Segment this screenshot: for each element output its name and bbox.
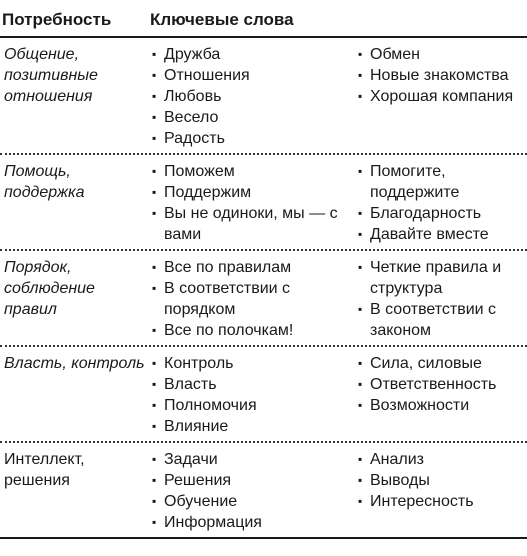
bullet-icon: ▪: [358, 356, 363, 370]
keywords-column-1: [150, 257, 356, 341]
keywords-column-1: [150, 353, 356, 437]
bullet-icon: ▪: [358, 164, 363, 178]
list-item: ▪ Весело: [152, 109, 219, 126]
header-keywords: Ключевые слова: [150, 10, 294, 29]
bullet-icon: ▪: [358, 47, 363, 61]
bullet-icon: ▪: [358, 494, 363, 508]
need-cell: Власть, контроль: [4, 355, 145, 372]
list-item: ▪ Решения: [152, 472, 232, 489]
keywords-column-1: [150, 449, 356, 533]
bullet-icon: ▪: [152, 68, 157, 82]
list-item: ▪ Обучение: [152, 493, 238, 510]
keywords-column-2: [356, 44, 527, 149]
bullet-icon: ▪: [152, 110, 157, 124]
bullet-icon: ▪: [152, 515, 157, 529]
bullet-icon: ▪: [358, 89, 363, 103]
list-item: ▪ Новые знакомства: [358, 67, 509, 84]
table-row: [0, 251, 527, 347]
list-item: ▪ Помогите, поддержите: [358, 163, 460, 201]
list-item: ▪ Полномочия: [152, 397, 257, 414]
need-cell: Интеллект, решения: [4, 451, 85, 489]
bullet-icon: ▪: [152, 452, 157, 466]
bullet-icon: ▪: [358, 452, 363, 466]
list-item: ▪ В соответствии с порядком: [152, 280, 291, 318]
bullet-icon: ▪: [358, 377, 363, 391]
bullet-icon: ▪: [358, 302, 363, 316]
list-item: ▪ Контроль: [152, 355, 234, 372]
list-item: ▪ Возможности: [358, 397, 470, 414]
bullet-icon: ▪: [152, 419, 157, 433]
bullet-icon: ▪: [152, 473, 157, 487]
table-row: [0, 155, 527, 251]
list-item: ▪ Анализ: [358, 451, 425, 468]
keywords-column-1: [150, 44, 356, 149]
list-item: ▪ Информация: [152, 514, 262, 531]
list-item: ▪ Интересность: [358, 493, 474, 510]
list-item: ▪ Отношения: [152, 67, 250, 84]
bullet-icon: ▪: [358, 206, 363, 220]
bullet-icon: ▪: [152, 47, 157, 61]
list-item: ▪ Ответственность: [358, 376, 497, 393]
bullet-icon: ▪: [152, 164, 157, 178]
header-need: Потребность: [2, 10, 112, 29]
keywords-column-2: [356, 353, 527, 437]
bullet-icon: ▪: [358, 473, 363, 487]
keywords-column-2: [356, 449, 527, 533]
list-item: ▪ Хорошая компания: [358, 88, 514, 105]
list-item: ▪ В соответствии с законом: [358, 301, 497, 339]
list-item: ▪ Власть: [152, 376, 217, 393]
bullet-icon: ▪: [358, 260, 363, 274]
list-item: ▪ Сила, силовые: [358, 355, 482, 372]
keywords-column-2: [356, 257, 527, 341]
bullet-icon: ▪: [152, 494, 157, 508]
list-item: ▪ Дружба: [152, 46, 221, 63]
list-item: ▪ Поддержим: [152, 184, 252, 201]
bullet-icon: ▪: [152, 398, 157, 412]
list-item: ▪ Влияние: [152, 418, 229, 435]
list-item: ▪ Поможем: [152, 163, 235, 180]
bullet-icon: ▪: [152, 356, 157, 370]
bullet-icon: ▪: [152, 185, 157, 199]
list-item: ▪ Любовь: [152, 88, 222, 105]
list-item: ▪ Давайте вместе: [358, 226, 489, 243]
keywords-column-1: [150, 161, 356, 245]
need-cell: Порядок, соблюдение правил: [4, 259, 95, 318]
list-item: ▪ Все по правилам: [152, 259, 292, 276]
list-item: ▪ Радость: [152, 130, 225, 147]
table-row: [0, 443, 527, 539]
bullet-icon: ▪: [152, 323, 157, 337]
bullet-icon: ▪: [358, 227, 363, 241]
bullet-icon: ▪: [152, 131, 157, 145]
list-item: ▪ Задачи: [152, 451, 218, 468]
table-header: [0, 4, 527, 38]
bullet-icon: ▪: [152, 260, 157, 274]
keywords-column-2: [356, 161, 527, 245]
need-cell: Общение, позитивные отношения: [4, 46, 98, 105]
table-row: [0, 38, 527, 155]
list-item: ▪ Все по полочкам!: [152, 322, 294, 339]
bullet-icon: ▪: [152, 206, 157, 220]
need-cell: Помощь, поддержка: [4, 163, 85, 201]
list-item: ▪ Четкие правила и структура: [358, 259, 502, 297]
bullet-icon: ▪: [152, 281, 157, 295]
list-item: ▪ Благодарность: [358, 205, 482, 222]
bullet-icon: ▪: [152, 377, 157, 391]
table-row: [0, 347, 527, 443]
list-item: ▪ Выводы: [358, 472, 430, 489]
bullet-icon: ▪: [152, 89, 157, 103]
bullet-icon: ▪: [358, 398, 363, 412]
bullet-icon: ▪: [358, 68, 363, 82]
list-item: ▪ Вы не одиноки, мы — с вами: [152, 205, 338, 243]
list-item: ▪ Обмен: [358, 46, 420, 63]
